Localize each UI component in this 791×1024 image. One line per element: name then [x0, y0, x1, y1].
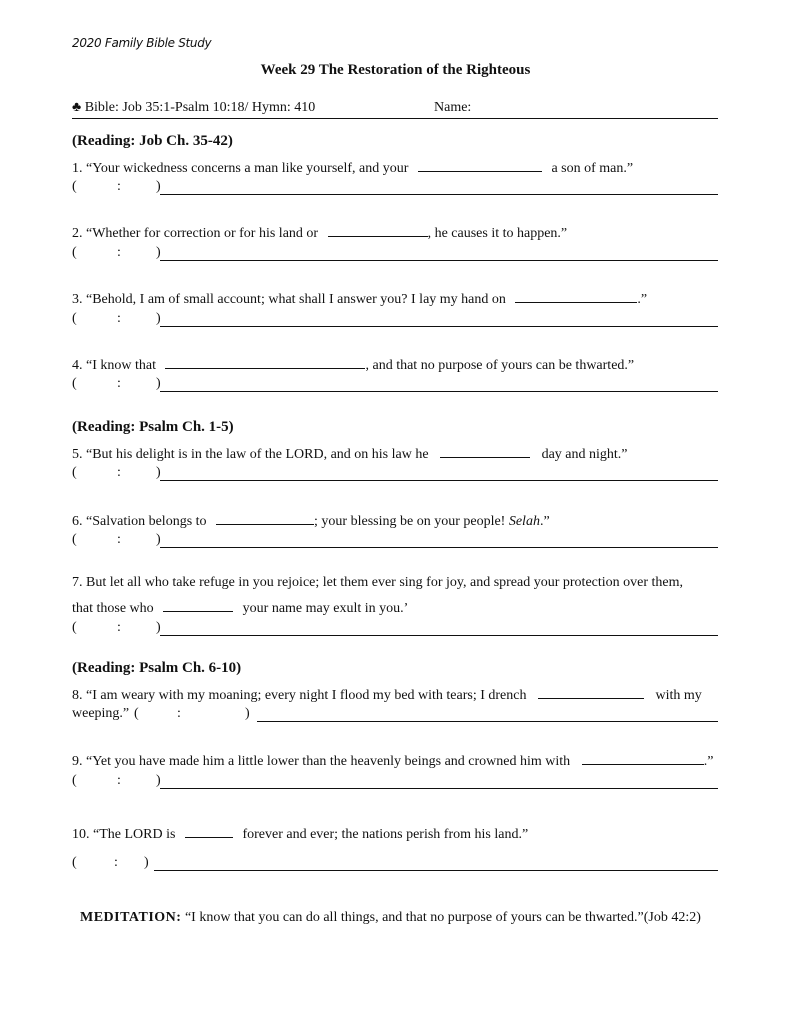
name-label[interactable]: Name: [434, 100, 472, 115]
question-7: 7. But let all who take refuge in you rejoice; let them ever sing for joy, and spread your protection over them, [72, 575, 684, 590]
answer-blank[interactable] [582, 750, 704, 765]
verse-reference-line[interactable]: ( : ) [72, 620, 718, 638]
verse-reference-line[interactable]: ( : ) [72, 376, 718, 394]
answer-blank[interactable] [328, 222, 428, 237]
question-2: 2. “Whether for correction or for his land or , he causes it to happen.” [72, 222, 567, 242]
section-heading-psalm-1-5: (Reading: Psalm Ch. 1-5) [72, 419, 234, 435]
bible-reading-label: ♣ Bible: Job 35:1-Psalm 10:18/ Hymn: 410 [72, 100, 316, 115]
bible-name-line [72, 100, 718, 119]
question-8: 8. “I am weary with my moaning; every night I flood my bed with tears; I drench with my [72, 684, 702, 704]
answer-blank[interactable] [165, 354, 365, 369]
verse-reference-line[interactable]: ( : ) [72, 773, 718, 791]
question-9: 9. “Yet you have made him a little lower than the heavenly beings and crowned him with .” [72, 750, 713, 770]
meditation-verse [80, 910, 701, 926]
section-heading-job: (Reading: Job Ch. 35-42) [72, 133, 233, 149]
verse-reference-line[interactable]: ( : ) [72, 532, 718, 550]
verse-reference-line[interactable]: ( : ) [72, 179, 718, 197]
page-title: Week 29 The Restoration of the Righteous [260, 62, 531, 78]
series-header: 2020 Family Bible Study [72, 36, 212, 50]
question-4: 4. “I know that , and that no purpose of yours can be thwarted.” [72, 354, 634, 374]
question-1: 1. “Your wickedness concerns a man like yourself, and your a son of man.” [72, 157, 633, 177]
meditation-label: MEDITATION: [80, 910, 182, 925]
meditation-text: “I know that you can do all things, and that no purpose of yours can be thwarted.”(Job 42:2) [184, 910, 701, 925]
answer-blank[interactable] [538, 684, 644, 699]
question-3: 3. “Behold, I am of small account; what shall I answer you? I lay my hand on .” [72, 288, 647, 308]
question-7-line-2: that those who your name may exult in you.’ [72, 597, 408, 617]
answer-blank[interactable] [163, 597, 233, 612]
answer-blank[interactable] [440, 443, 530, 458]
section-heading-psalm-6-10: (Reading: Psalm Ch. 6-10) [72, 660, 242, 676]
verse-reference-line[interactable]: ( : ) [72, 245, 718, 263]
answer-blank[interactable] [418, 157, 542, 172]
verse-reference-line[interactable]: ( : ) [72, 465, 718, 483]
answer-blank[interactable] [515, 288, 637, 303]
answer-blank[interactable] [185, 823, 233, 838]
answer-blank[interactable] [216, 510, 314, 525]
verse-reference-line[interactable]: ( : ) [72, 855, 718, 873]
question-10: 10. “The LORD is forever and ever; the nations perish from his land.” [72, 823, 528, 843]
question-5: 5. “But his delight is in the law of the LORD, and on his law he day and night.” [72, 443, 627, 463]
question-6: 6. “Salvation belongs to ; your blessing be on your people! Selah.” [72, 510, 550, 530]
verse-reference-line[interactable]: weeping.” ( : ) [72, 706, 718, 724]
verse-reference-line[interactable]: ( : ) [72, 311, 718, 329]
